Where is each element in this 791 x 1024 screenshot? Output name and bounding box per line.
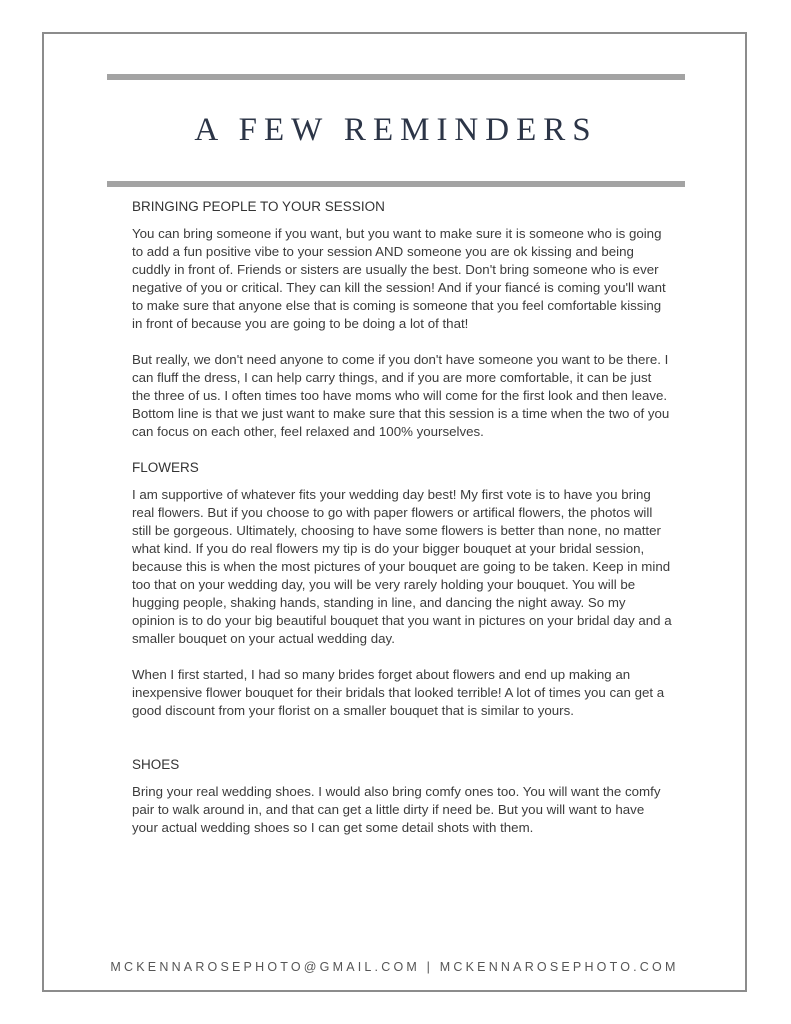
- paragraph: When I first started, I had so many brides forget about flowers and end up making an inexpensive flower bouquet for their bridals that looked terrible! A lot of times you can get a good discount from your florist on a smaller bouquet that is similar to yours.: [132, 667, 665, 718]
- section-bringing-people: [132, 198, 672, 441]
- contact-footer: MCKENNAROSEPHOTO@GMAIL.COM | MCKENNAROSEPHOTO.COM: [110, 960, 679, 974]
- paragraph: But really, we don't need anyone to come if you don't have someone you want to be there. I can fluff the dress, I can help carry things, and if you are more comfortable, it can be just the three of us. I often times too have moms who will come for the first look and then leave. Bottom line is that we just want to make sure that this session is a time when the two of you can focus on each other, feel relaxed and 100% yourselves.: [132, 352, 670, 439]
- page-title: A FEW REMINDERS: [194, 112, 598, 148]
- section-flowers: [132, 459, 672, 720]
- top-divider: [107, 74, 685, 80]
- section-shoes: [132, 756, 672, 837]
- section-heading: BRINGING PEOPLE TO YOUR SESSION: [132, 199, 385, 214]
- paragraph: Bring your real wedding shoes. I would also bring comfy ones too. You will want the comfy pair to walk around in, and that can get a little dirty if need be. But you will want to have your actual wedding shoes so I can get some detail shots with them.: [132, 784, 661, 835]
- content-body: [132, 198, 672, 855]
- bottom-divider: [107, 181, 685, 187]
- section-heading: SHOES: [132, 757, 180, 772]
- spacer: [132, 738, 672, 756]
- section-heading: FLOWERS: [132, 460, 199, 475]
- paragraph: I am supportive of whatever fits your wedding day best! My first vote is to have you bring real flowers. But if you choose to go with paper flowers or artifical flowers, the photos will still be gorgeous. Ultimately, choosing to have some flowers is better than none, no matter what kind. If you do real flowers my tip is do your bigger bouquet at your bridal session, because this is when the most pictures of your bouquet are going to be taken. Keep in mind too that on your wedding day, you will be very rarely holding your bouquet. You will be hugging people, shaking hands, standing in line, and dancing the night away. So my opinion is to do your big beautiful bouquet that you want in pictures on your bridal day and a smaller bouquet on your actual wedding day.: [132, 487, 672, 646]
- paragraph: You can bring someone if you want, but you want to make sure it is someone who is going to add a fun positive vibe to your session AND someone you are ok kissing and being cuddly in front of. Friends or sisters are usually the best. Don't bring someone who is ever negative of you or critical. They can kill the session! And if your fiancé is coming you'll want to make sure that anyone else that is coming is someone that you feel comfortable kissing in front of because you are going to be doing a lot of that!: [132, 226, 666, 331]
